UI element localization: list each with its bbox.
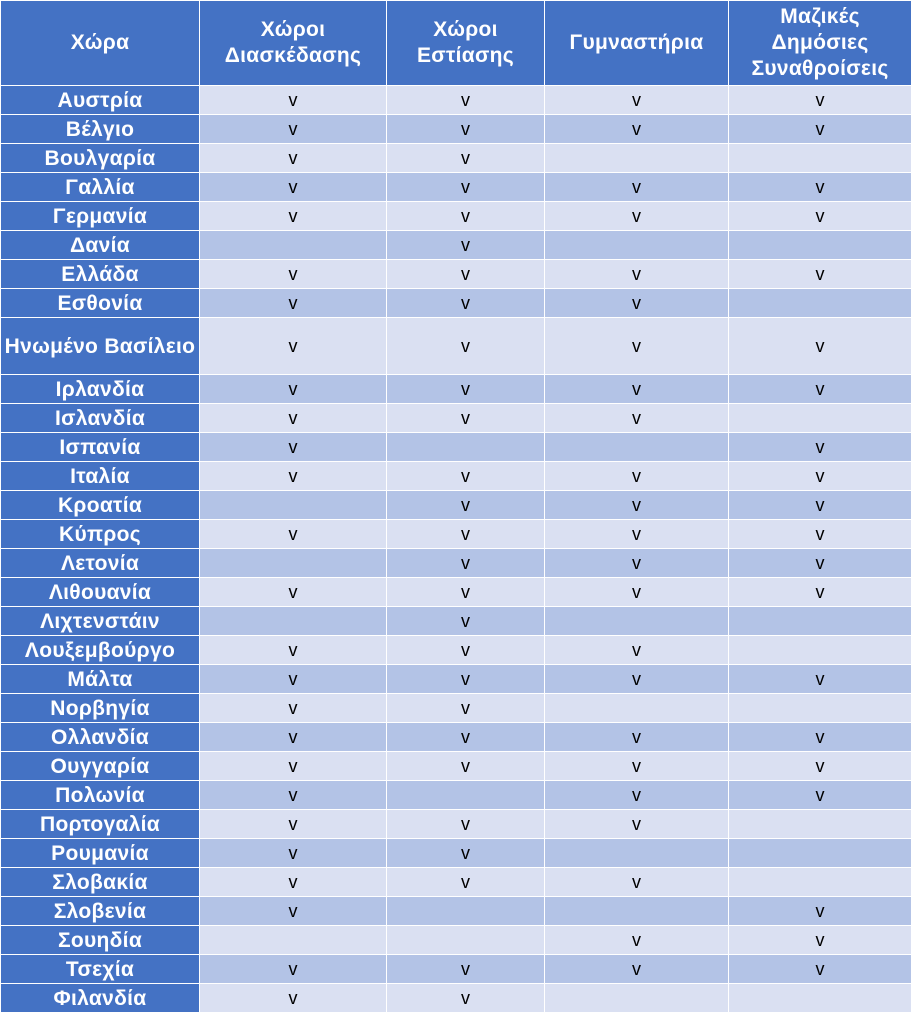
cell-entertainment: v bbox=[200, 115, 387, 144]
cell-dining: v bbox=[387, 115, 545, 144]
cell-entertainment: v bbox=[200, 462, 387, 491]
table-row bbox=[1, 462, 911, 491]
country-name: Πολωνία bbox=[1, 781, 200, 810]
cell-gyms: v bbox=[545, 810, 729, 839]
cell-mass-gatherings: v bbox=[729, 723, 911, 752]
table-row bbox=[1, 491, 911, 520]
cell-gyms: v bbox=[545, 549, 729, 578]
table-row bbox=[1, 781, 911, 810]
cell-gyms: v bbox=[545, 926, 729, 955]
cell-mass-gatherings bbox=[729, 984, 911, 1013]
cell-dining: v bbox=[387, 231, 545, 260]
table-row bbox=[1, 86, 911, 115]
cell-dining bbox=[387, 433, 545, 462]
cell-gyms: v bbox=[545, 289, 729, 318]
cell-dining: v bbox=[387, 665, 545, 694]
cell-mass-gatherings bbox=[729, 636, 911, 665]
header-entertainment: Χώροι Διασκέδασης bbox=[200, 1, 387, 86]
cell-dining: v bbox=[387, 173, 545, 202]
table-row bbox=[1, 375, 911, 404]
country-name: Φιλανδία bbox=[1, 984, 200, 1013]
cell-entertainment: v bbox=[200, 144, 387, 173]
cell-gyms: v bbox=[545, 665, 729, 694]
cell-entertainment: v bbox=[200, 694, 387, 723]
cell-gyms: v bbox=[545, 260, 729, 289]
cell-gyms: v bbox=[545, 318, 729, 375]
cell-entertainment: v bbox=[200, 86, 387, 115]
table-row bbox=[1, 520, 911, 549]
cell-entertainment: v bbox=[200, 897, 387, 926]
cell-mass-gatherings: v bbox=[729, 318, 911, 375]
table-row bbox=[1, 433, 911, 462]
cell-dining: v bbox=[387, 955, 545, 984]
table-row bbox=[1, 955, 911, 984]
table-row bbox=[1, 926, 911, 955]
cell-dining bbox=[387, 926, 545, 955]
cell-gyms bbox=[545, 839, 729, 868]
cell-entertainment: v bbox=[200, 665, 387, 694]
cell-mass-gatherings bbox=[729, 839, 911, 868]
table-row bbox=[1, 115, 911, 144]
country-name: Λιθουανία bbox=[1, 578, 200, 607]
table-row bbox=[1, 723, 911, 752]
cell-entertainment: v bbox=[200, 433, 387, 462]
cell-dining: v bbox=[387, 289, 545, 318]
country-name: Ουγγαρία bbox=[1, 752, 200, 781]
table-row bbox=[1, 231, 911, 260]
cell-entertainment: v bbox=[200, 752, 387, 781]
table-row bbox=[1, 984, 911, 1013]
cell-mass-gatherings bbox=[729, 607, 911, 636]
cell-mass-gatherings: v bbox=[729, 897, 911, 926]
country-name: Ιρλανδία bbox=[1, 375, 200, 404]
cell-dining: v bbox=[387, 260, 545, 289]
cell-dining: v bbox=[387, 723, 545, 752]
country-name: Τσεχία bbox=[1, 955, 200, 984]
cell-entertainment: v bbox=[200, 984, 387, 1013]
country-name: Βουλγαρία bbox=[1, 144, 200, 173]
cell-gyms bbox=[545, 984, 729, 1013]
country-name: Ρουμανία bbox=[1, 839, 200, 868]
cell-gyms bbox=[545, 433, 729, 462]
cell-gyms bbox=[545, 231, 729, 260]
country-name: Σουηδία bbox=[1, 926, 200, 955]
cell-dining: v bbox=[387, 636, 545, 665]
country-name: Δανία bbox=[1, 231, 200, 260]
cell-mass-gatherings bbox=[729, 289, 911, 318]
cell-mass-gatherings: v bbox=[729, 86, 911, 115]
table-row bbox=[1, 404, 911, 433]
cell-gyms: v bbox=[545, 752, 729, 781]
table-row bbox=[1, 144, 911, 173]
cell-mass-gatherings: v bbox=[729, 665, 911, 694]
cell-entertainment: v bbox=[200, 260, 387, 289]
cell-dining bbox=[387, 897, 545, 926]
country-name: Ελλάδα bbox=[1, 260, 200, 289]
cell-dining: v bbox=[387, 144, 545, 173]
cell-dining: v bbox=[387, 868, 545, 897]
cell-entertainment: v bbox=[200, 955, 387, 984]
country-name: Ηνωμένο Βασίλειο bbox=[1, 318, 200, 375]
cell-mass-gatherings: v bbox=[729, 202, 911, 231]
cell-gyms: v bbox=[545, 462, 729, 491]
country-name: Λουξεμβούργο bbox=[1, 636, 200, 665]
cell-entertainment: v bbox=[200, 723, 387, 752]
table-row bbox=[1, 897, 911, 926]
cell-mass-gatherings bbox=[729, 144, 911, 173]
cell-mass-gatherings: v bbox=[729, 955, 911, 984]
table-row bbox=[1, 318, 911, 375]
cell-gyms bbox=[545, 144, 729, 173]
table-row bbox=[1, 173, 911, 202]
country-name: Ισπανία bbox=[1, 433, 200, 462]
cell-entertainment: v bbox=[200, 636, 387, 665]
cell-entertainment: v bbox=[200, 318, 387, 375]
country-name: Βέλγιο bbox=[1, 115, 200, 144]
country-name: Αυστρία bbox=[1, 86, 200, 115]
table-row bbox=[1, 202, 911, 231]
cell-gyms: v bbox=[545, 173, 729, 202]
cell-entertainment: v bbox=[200, 868, 387, 897]
header-country: Χώρα bbox=[1, 1, 200, 86]
header-row bbox=[1, 1, 911, 86]
cell-mass-gatherings bbox=[729, 231, 911, 260]
cell-dining: v bbox=[387, 462, 545, 491]
cell-mass-gatherings: v bbox=[729, 578, 911, 607]
country-name: Κύπρος bbox=[1, 520, 200, 549]
cell-gyms bbox=[545, 897, 729, 926]
cell-mass-gatherings: v bbox=[729, 433, 911, 462]
cell-entertainment bbox=[200, 926, 387, 955]
cell-gyms: v bbox=[545, 202, 729, 231]
cell-gyms: v bbox=[545, 636, 729, 665]
cell-dining: v bbox=[387, 404, 545, 433]
table-row bbox=[1, 868, 911, 897]
cell-mass-gatherings: v bbox=[729, 260, 911, 289]
cell-dining: v bbox=[387, 839, 545, 868]
cell-gyms: v bbox=[545, 520, 729, 549]
cell-entertainment: v bbox=[200, 202, 387, 231]
country-name: Σλοβενία bbox=[1, 897, 200, 926]
cell-entertainment: v bbox=[200, 404, 387, 433]
cell-gyms: v bbox=[545, 115, 729, 144]
country-name: Κροατία bbox=[1, 491, 200, 520]
country-name: Πορτογαλία bbox=[1, 810, 200, 839]
cell-dining: v bbox=[387, 607, 545, 636]
cell-mass-gatherings: v bbox=[729, 520, 911, 549]
header-gyms: Γυμναστήρια bbox=[545, 1, 729, 86]
cell-entertainment: v bbox=[200, 289, 387, 318]
cell-mass-gatherings: v bbox=[729, 375, 911, 404]
cell-dining: v bbox=[387, 752, 545, 781]
table-row bbox=[1, 260, 911, 289]
cell-entertainment: v bbox=[200, 781, 387, 810]
cell-gyms bbox=[545, 607, 729, 636]
country-name: Γαλλία bbox=[1, 173, 200, 202]
cell-gyms bbox=[545, 694, 729, 723]
cell-dining: v bbox=[387, 520, 545, 549]
country-name: Σλοβακία bbox=[1, 868, 200, 897]
table-row bbox=[1, 665, 911, 694]
cell-gyms: v bbox=[545, 578, 729, 607]
cell-mass-gatherings: v bbox=[729, 462, 911, 491]
cell-entertainment: v bbox=[200, 578, 387, 607]
cell-mass-gatherings: v bbox=[729, 781, 911, 810]
country-name: Ισλανδία bbox=[1, 404, 200, 433]
cell-mass-gatherings bbox=[729, 694, 911, 723]
cell-gyms: v bbox=[545, 375, 729, 404]
table-row bbox=[1, 636, 911, 665]
cell-gyms: v bbox=[545, 723, 729, 752]
cell-dining: v bbox=[387, 810, 545, 839]
cell-mass-gatherings bbox=[729, 404, 911, 433]
country-name: Εσθονία bbox=[1, 289, 200, 318]
country-name: Γερμανία bbox=[1, 202, 200, 231]
cell-entertainment: v bbox=[200, 810, 387, 839]
cell-dining: v bbox=[387, 578, 545, 607]
cell-gyms: v bbox=[545, 955, 729, 984]
country-name: Νορβηγία bbox=[1, 694, 200, 723]
cell-entertainment bbox=[200, 231, 387, 260]
cell-dining: v bbox=[387, 491, 545, 520]
table-row bbox=[1, 289, 911, 318]
table-row bbox=[1, 752, 911, 781]
cell-dining: v bbox=[387, 694, 545, 723]
cell-entertainment bbox=[200, 549, 387, 578]
country-name: Λετονία bbox=[1, 549, 200, 578]
cell-entertainment: v bbox=[200, 839, 387, 868]
header-dining: Χώροι Εστίασης bbox=[387, 1, 545, 86]
cell-mass-gatherings bbox=[729, 868, 911, 897]
table-row bbox=[1, 694, 911, 723]
cell-entertainment: v bbox=[200, 520, 387, 549]
cell-entertainment bbox=[200, 491, 387, 520]
table-row bbox=[1, 607, 911, 636]
cell-gyms: v bbox=[545, 781, 729, 810]
table-row bbox=[1, 578, 911, 607]
cell-mass-gatherings: v bbox=[729, 173, 911, 202]
cell-dining: v bbox=[387, 202, 545, 231]
cell-gyms: v bbox=[545, 404, 729, 433]
cell-gyms: v bbox=[545, 491, 729, 520]
country-name: Λιχτενστάιν bbox=[1, 607, 200, 636]
cell-gyms: v bbox=[545, 86, 729, 115]
cell-mass-gatherings bbox=[729, 810, 911, 839]
cell-dining: v bbox=[387, 375, 545, 404]
cell-entertainment: v bbox=[200, 375, 387, 404]
cell-entertainment: v bbox=[200, 173, 387, 202]
cell-mass-gatherings: v bbox=[729, 752, 911, 781]
cell-mass-gatherings: v bbox=[729, 115, 911, 144]
cell-dining: v bbox=[387, 549, 545, 578]
cell-mass-gatherings: v bbox=[729, 926, 911, 955]
cell-dining: v bbox=[387, 984, 545, 1013]
cell-mass-gatherings: v bbox=[729, 491, 911, 520]
cell-gyms: v bbox=[545, 868, 729, 897]
country-name: Ιταλία bbox=[1, 462, 200, 491]
cell-dining: v bbox=[387, 318, 545, 375]
country-name: Ολλανδία bbox=[1, 723, 200, 752]
cell-dining: v bbox=[387, 86, 545, 115]
cell-dining bbox=[387, 781, 545, 810]
table-row bbox=[1, 549, 911, 578]
cell-entertainment bbox=[200, 607, 387, 636]
table-row bbox=[1, 839, 911, 868]
table-row bbox=[1, 810, 911, 839]
header-mass-gatherings: Μαζικές Δημόσιες Συναθροίσεις bbox=[729, 1, 911, 86]
country-name: Μάλτα bbox=[1, 665, 200, 694]
cell-mass-gatherings: v bbox=[729, 549, 911, 578]
